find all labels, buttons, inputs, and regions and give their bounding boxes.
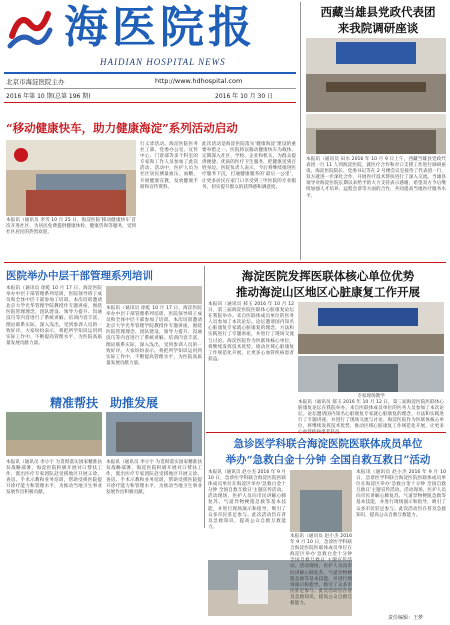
poverty-photo-2 [106,412,202,456]
masthead-rule [4,72,296,74]
poverty-body-2: 本报讯（通讯员 李小宇 为贯彻落实国家精准扶贫战略部署，海淀医院积极开展对口帮扶工作，派出医疗专家团队赴受援地区开展义诊、查房、手术示教和业务培训，帮助受援医院提升诊疗能力和管理水平，为推动当地卫生事业发展作出积极贡献。 [106,460,202,496]
center-headline-1: 海淀医院发挥医联体核心单位优势 [241,269,415,283]
bottom-body-2: 本报讯（通讯员 赵小杰 2016 年 9 月 10 日，急诊医学科联合海淀医院医联体成员单位在海淀区举办‘急救白金十分钟 全国自救互救日’主题宣传活动。活动现场，医护人员向市民讲解心肺复苏、气道异物梗阻急救等基本技能，并进行现场演示和指导，吸引了众多市民驻足参与。此次活动旨在普及急救知识，提高公众自救互救能力。 [356,470,446,518]
bottom-rule [206,432,446,433]
center-body: 本报讯（通讯员 郝玉 2016 年 10 月 12 日，第三届海淀医院医联体心脏康复论坛在我院举办。来自医联体成员单位的医务人员参加了本次论坛。论坛邀请国内知名心脏康复专家就心脏康复的理念、方法和实践进行了专题讲座，并进行了现场交流与讨论。海淀医院作为医联体核心单位，将继续发挥技术优势，推动区域心脏康复工作规范化开展，让更多心血管疾病患者获益。 [208,302,294,362]
top-right-photo [306,38,446,112]
editor-credit: 责任编辑：王梦 [388,615,424,621]
issue-number: 2016 年第 10 期(总第 196 期) [6,93,91,100]
issue-date: 2016 年 10 月 30 日 [215,93,274,100]
top-right-headline-2: 来我院调研座谈 [337,21,419,35]
training-body-continued: 本报讯（通讯员 徐乾 10 月 17 日，海淀医院举办中层干部管理系列培训，医院领导班子成员和全体中层干部参加了培训。本次培训邀请北京大学光华管理学院教授作专题讲座，围绕医院管理理念、团队建设、领导力提升、沟通技巧等内容进行了系统讲解。培训内容丰富，理论联系实际，深入浅出，受到参训人员的一致好评。大家纷纷表示，将把所学知识运用到实际工作中，不断提高管理水平，为医院高质量发展贡献力量。 [106,306,202,366]
sponsor: 北京市海淀医院主办 [6,78,65,86]
bottom-headline-2: 举办“急救白金十分钟 全国自救互救日”活动 [225,454,431,466]
section-rule [4,262,446,263]
poverty-headline: 精准帮扶 助推发展 [49,396,158,410]
newspaper-subtitle: HAIDIAN HOSPITAL NEWS [100,57,226,67]
lead-col2: 行义诊活动。海淀医院医务社工部、党委办公室、宣传中心、门诊部等多个科室的专家和工作人员参加了此次活动。活动中，医护人员为社区居民测量血压、血糖，开展健康宣教，发放健康手册和宣传资料。 [140,142,198,190]
column-divider-2 [204,266,205,528]
center-photo-2 [298,356,444,392]
lead-headline: “移动健康快车，助力健康海淀”系列活动启动 [6,121,238,135]
training-headline: 医院举办中层干部管理系列培训 [6,270,153,282]
top-right-body: 本报讯（通讯员 田水 2016 年 10 月 9 日上午，西藏当雄县党政代表团一行 11 人到海淀医院，就医疗合作和对口支援工作进行调研座谈。海淀医院院长、党委书记等在 2 号楼会议室接待了代表团一行，双方就进一步深化合作，开展医疗技术帮扶进行了深入交流。当雄县领导对海淀医院长期以来给予的大力支持表示感谢，希望双方今后继续加强人才培养、远程会诊等方面的合作，共同提高当地医疗服务水平。 [306,157,446,199]
newspaper-title: 海医院报 [64,2,256,53]
top-right-photo-2 [306,114,446,154]
masthead [0,0,300,118]
bottom-body: 本报讯（通讯员 赵小杰 2016 年 9 月 10 日，急诊医学科联合海淀医院医联体成员单位在海淀区举办‘急救白金十分钟 全国自救互救日’主题宣传活动。活动现场，医护人员向市民讲解心肺复苏、气道异物梗阻急救等基本技能，并进行现场演示和指导，吸引了众多市民驻足参与。此次活动旨在普及急救知识，提高公众自救互救能力。 [208,470,286,530]
bottom-body-3: 本报讯（通讯员 赵小杰 2016 年 9 月 10 日，急诊医学科联合海淀医院医联体成员单位在海淀区举办‘急救白金十分钟 全国自救互救日’主题宣传活动。活动现场，医护人员向市民讲解心肺复苏、气道异物梗阻急救等基本技能，并进行现场演示和指导，吸引了众多市民驻足参与。此次活动旨在普及急救知识，提高公众自救互救能力。 [290,534,352,607]
center-photo-caption: 专家现场教学 [357,394,385,399]
lead-col3: 此次活动是海淀医院落实‘健康海淀’建设的重要举措之一。医院将以移动健康快车为载体，定期深入社区、学校、企业和机关，为群众提供便捷、优质的医疗卫生服务，把健康送到百姓身边。医院负责人表示，今后将继续推进医疗服务下沉，打通健康服务的‘最后一公里’，让更多居民在家门口享受到三甲医院的专业服务，切实提升群众的获得感和满意度。 [202,142,296,190]
issue-rule [4,88,296,89]
center-body-2: 本报讯（通讯员 郝玉 2016 年 10 月 12 日，第三届海淀医院医联体心脏康复论坛在我院举办。来自医联体成员单位的医务人员参加了本次论坛。论坛邀请国内知名心脏康复专家就心脏康复的理念、方法和实践进行了专题讲座，并进行了现场交流与讨论。海淀医院作为医联体核心单位，将继续发挥技术优势，推动区域心脏康复工作规范化开展，让更多 [298,400,444,430]
masthead-bottom-rule [4,102,296,103]
lead-caption: 本报讯（通讯员 李雪 10 月 25 日，海淀医院‘移动健康快车’首次开进社区，为居民免费提供健康体检、健康咨询等服务，受到社区居民的热烈欢迎。 [6,218,136,236]
poverty-photo-1 [6,412,102,456]
bottom-headline-1: 急诊医学科联合海淀医院医联体成员单位 [233,438,423,450]
hospital-logo [6,6,54,54]
center-photo-1 [298,302,444,354]
column-divider [300,2,301,260]
lead-photo [6,140,136,216]
bottom-photo-1 [290,470,352,532]
website: http://www.hdhospital.com [155,77,243,85]
top-right-headline-1: 西藏当雄县党政代表团 [320,5,436,19]
center-headline-2: 推动海淀山区地区心脏康复工作开展 [236,285,420,299]
training-body: 本报讯（通讯员 徐乾 10 月 17 日，海淀医院举办中层干部管理系列培训，医院领导班子成员和全体中层干部参加了培训。本次培训邀请北京大学光华管理学院教授作专题讲座，围绕医院管理理念、团队建设、领导力提升、沟通技巧等内容进行了系统讲解。培训内容丰富，理论联系实际，深入浅出，受到参训人员的一致好评。大家纷纷表示，将把所学知识运用到实际工作中，不断提高管理水平，为医院高质量发展贡献力量。 [6,286,102,346]
poverty-body: 本报讯（通讯员 李小宇 为贯彻落实国家精准扶贫战略部署，海淀医院积极开展对口帮扶工作，派出医疗专家团队赴受援地区开展义诊、查房、手术示教和业务培训，帮助受援医院提升诊疗能力和管理水平，为推动当地卫生事业发展作出积极贡献。 [6,460,102,496]
training-photo [106,286,202,304]
